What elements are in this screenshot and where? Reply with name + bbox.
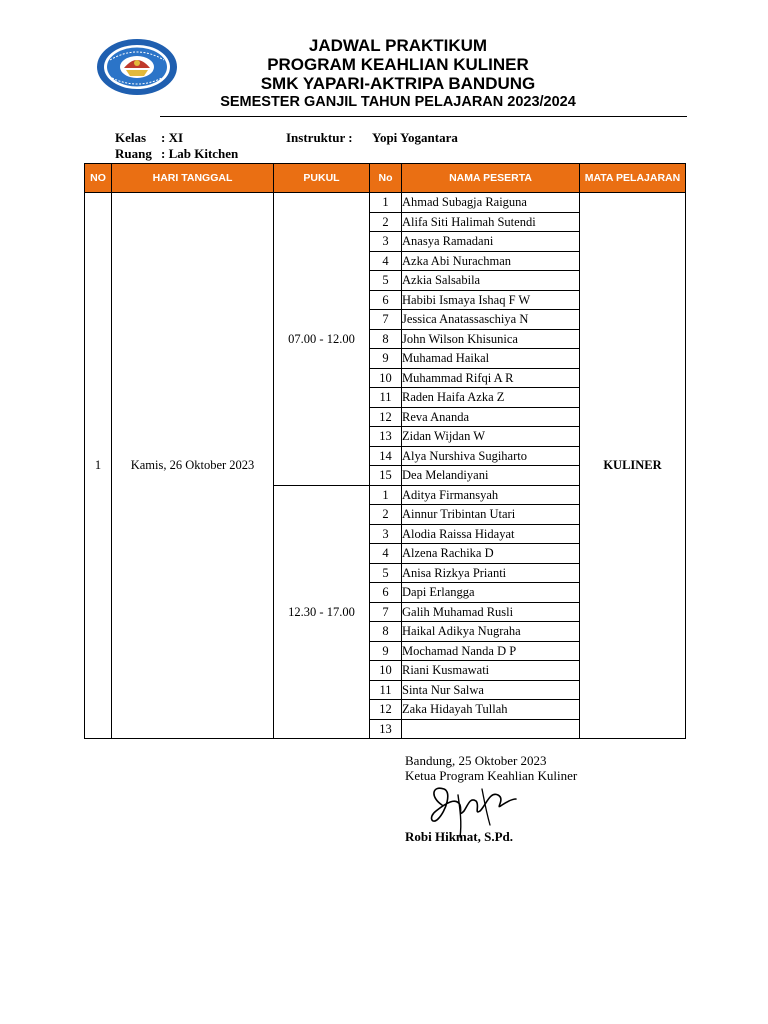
participant-name-cell: John Wilson Khisunica xyxy=(402,329,580,349)
participant-no-cell: 10 xyxy=(370,368,402,388)
participant-no-cell: 8 xyxy=(370,622,402,642)
header-title-line-4: SEMESTER GANJIL TAHUN PELAJARAN 2023/2024 xyxy=(220,94,576,110)
participant-no-cell: 3 xyxy=(370,232,402,252)
participant-name-cell: Alya Nurshiva Sugiharto xyxy=(402,446,580,466)
column-header-hari-tanggal: HARI TANGGAL xyxy=(112,164,274,193)
participant-no-cell: 8 xyxy=(370,329,402,349)
column-header-no: NO xyxy=(85,164,112,193)
ruang-info xyxy=(115,146,238,162)
participant-no-cell: 4 xyxy=(370,544,402,564)
participant-name-cell: Muhamad Haikal xyxy=(402,349,580,369)
pukul-cell: 12.30 - 17.00 xyxy=(274,485,370,739)
table-row xyxy=(85,193,686,213)
participant-no-cell: 7 xyxy=(370,310,402,330)
participant-no-cell: 4 xyxy=(370,251,402,271)
participant-no-cell: 6 xyxy=(370,583,402,603)
participant-name-cell: Alifa Siti Halimah Sutendi xyxy=(402,212,580,232)
signature-place-date: Bandung, 25 Oktober 2023 xyxy=(405,753,547,768)
participant-name-cell: Ahmad Subagja Raiguna xyxy=(402,193,580,213)
participant-name-cell: Azkia Salsabila xyxy=(402,271,580,291)
participant-no-cell: 13 xyxy=(370,719,402,739)
participant-name-cell xyxy=(402,719,580,739)
header-title-line-3: SMK YAPARI-AKTRIPA BANDUNG xyxy=(260,74,536,93)
participant-name-cell: Zaka Hidayah Tullah xyxy=(402,700,580,720)
kelas-value: : XI xyxy=(161,130,184,145)
participant-no-cell: 9 xyxy=(370,641,402,661)
participant-no-cell: 6 xyxy=(370,290,402,310)
participant-name-cell: Raden Haifa Azka Z xyxy=(402,388,580,408)
participant-name-cell: Dea Melandiyani xyxy=(402,466,580,486)
document-header xyxy=(0,0,768,120)
participant-no-cell: 11 xyxy=(370,388,402,408)
participant-name-cell: Sinta Nur Salwa xyxy=(402,680,580,700)
participant-no-cell: 2 xyxy=(370,212,402,232)
participant-name-cell: Alzena Rachika D xyxy=(402,544,580,564)
signature-position: Ketua Program Keahlian Kuliner xyxy=(405,768,578,783)
schedule-table xyxy=(84,163,686,739)
participant-name-cell: Muhammad Rifqi A R xyxy=(402,368,580,388)
kelas-info xyxy=(115,130,183,146)
participant-name-cell: Habibi Ismaya Ishaq F W xyxy=(402,290,580,310)
participant-no-cell: 5 xyxy=(370,271,402,291)
instruktur-value: Yopi Yogantara xyxy=(372,130,458,145)
participant-no-cell: 3 xyxy=(370,524,402,544)
header-title-line-1: JADWAL PRAKTIKUM xyxy=(308,36,488,55)
column-header-nama-peserta: NAMA PESERTA xyxy=(402,164,580,193)
participant-name-cell: Jessica Anatassaschiya N xyxy=(402,310,580,330)
participant-name-cell: Galih Muhamad Rusli xyxy=(402,602,580,622)
instruktur-label: Instruktur : xyxy=(286,130,353,145)
instruktur-info xyxy=(286,130,458,146)
participant-no-cell: 15 xyxy=(370,466,402,486)
ruang-label: Ruang xyxy=(115,146,152,161)
participant-no-cell: 1 xyxy=(370,193,402,213)
participant-no-cell: 7 xyxy=(370,602,402,622)
schedule-body xyxy=(85,193,686,739)
mata-pelajaran-cell: KULINER xyxy=(580,193,686,739)
participant-name-cell: Aditya Firmansyah xyxy=(402,485,580,505)
column-header-pukul: PUKUL xyxy=(274,164,370,193)
participant-no-cell: 14 xyxy=(370,446,402,466)
participant-name-cell: Ainnur Tribintan Utari xyxy=(402,505,580,525)
participant-no-cell: 12 xyxy=(370,407,402,427)
signature-name: Robi Hikmat, S.Pd. xyxy=(405,829,513,844)
participant-name-cell: Zidan Wijdan W xyxy=(402,427,580,447)
participant-name-cell: Reva Ananda xyxy=(402,407,580,427)
participant-name-cell: Dapi Erlangga xyxy=(402,583,580,603)
participant-no-cell: 11 xyxy=(370,680,402,700)
column-header-mata-pelajaran: MATA PELAJARAN xyxy=(580,164,686,193)
participant-no-cell: 9 xyxy=(370,349,402,369)
header-divider xyxy=(160,116,687,117)
participant-name-cell: Riani Kusmawati xyxy=(402,661,580,681)
header-title-line-2: PROGRAM KEAHLIAN KULINER xyxy=(267,55,529,74)
participant-name-cell: Mochamad Nanda D P xyxy=(402,641,580,661)
participant-no-cell: 5 xyxy=(370,563,402,583)
participant-no-cell: 10 xyxy=(370,661,402,681)
participant-no-cell: 2 xyxy=(370,505,402,525)
participant-name-cell: Azka Abi Nurachman xyxy=(402,251,580,271)
hari-tanggal-cell: Kamis, 26 Oktober 2023 xyxy=(112,193,274,739)
participant-name-cell: Anisa Rizkya Prianti xyxy=(402,563,580,583)
participant-no-cell: 13 xyxy=(370,427,402,447)
participant-name-cell: Haikal Adikya Nugraha xyxy=(402,622,580,642)
column-header-participant-no: No xyxy=(370,164,402,193)
participant-name-cell: Anasya Ramadani xyxy=(402,232,580,252)
ruang-value: : Lab Kitchen xyxy=(161,146,239,161)
table-header-row xyxy=(85,164,686,193)
participant-no-cell: 12 xyxy=(370,700,402,720)
participant-name-cell: Alodia Raissa Hidayat xyxy=(402,524,580,544)
participant-no-cell: 1 xyxy=(370,485,402,505)
schedule-no-cell: 1 xyxy=(85,193,112,739)
kelas-label: Kelas xyxy=(115,130,147,145)
pukul-cell: 07.00 - 12.00 xyxy=(274,193,370,486)
